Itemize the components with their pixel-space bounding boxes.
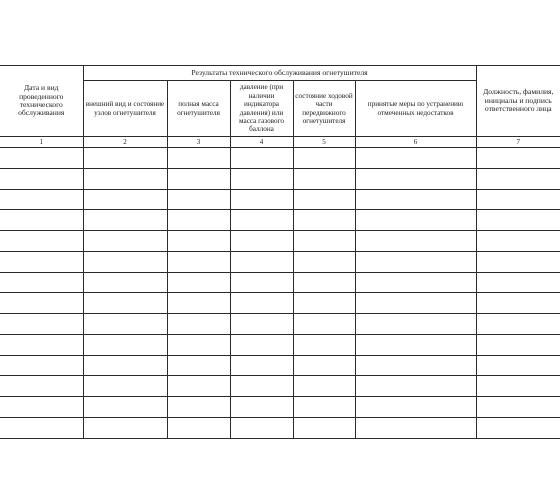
table-cell <box>230 231 293 252</box>
table-cell <box>476 189 560 210</box>
table-cell <box>0 293 83 314</box>
table-cell <box>0 189 83 210</box>
table-cell <box>355 168 476 189</box>
table-cell <box>355 334 476 355</box>
table-cell <box>230 314 293 335</box>
col-3-number: 3 <box>167 137 230 148</box>
table-row <box>0 417 560 438</box>
table-cell <box>167 272 230 293</box>
col-3-header: полная масса огнетушителя <box>167 81 230 137</box>
table-cell <box>476 148 560 169</box>
header-group-row <box>0 66 560 81</box>
table-cell <box>293 314 355 335</box>
table-cell <box>355 397 476 418</box>
table-row <box>0 334 560 355</box>
table-cell <box>476 417 560 438</box>
table-row <box>0 148 560 169</box>
table-cell <box>167 334 230 355</box>
table-row <box>0 376 560 397</box>
table-cell <box>355 148 476 169</box>
table-cell <box>167 355 230 376</box>
table-cell <box>355 355 476 376</box>
table-cell <box>0 314 83 335</box>
table-cell <box>476 293 560 314</box>
table-cell <box>230 417 293 438</box>
col-6-number: 6 <box>355 137 476 148</box>
table-cell <box>293 189 355 210</box>
table-cell <box>230 148 293 169</box>
table-row <box>0 168 560 189</box>
table-cell <box>476 168 560 189</box>
col-6-header: принятые меры по устранению отмеченных недостатков <box>355 81 476 137</box>
table-cell <box>355 417 476 438</box>
table-cell <box>476 272 560 293</box>
table-cell <box>230 397 293 418</box>
table-cell <box>0 397 83 418</box>
table-cell <box>355 314 476 335</box>
table-cell <box>293 231 355 252</box>
table-cell <box>293 272 355 293</box>
table-cell <box>0 251 83 272</box>
col-1-number: 1 <box>0 137 83 148</box>
table-cell <box>167 148 230 169</box>
column-number-row <box>0 137 560 148</box>
table-cell <box>476 231 560 252</box>
table-cell <box>476 334 560 355</box>
table-cell <box>355 231 476 252</box>
table-cell <box>230 251 293 272</box>
table-cell <box>83 293 167 314</box>
table-row <box>0 231 560 252</box>
col-1-header: Дата и вид проведенного технического обслуживания <box>0 66 83 137</box>
table-cell <box>0 148 83 169</box>
table-cell <box>167 397 230 418</box>
table-cell <box>83 148 167 169</box>
table-cell <box>167 314 230 335</box>
table-cell <box>0 417 83 438</box>
table-cell <box>83 210 167 231</box>
table-cell <box>230 376 293 397</box>
table-cell <box>476 397 560 418</box>
table-cell <box>83 168 167 189</box>
table-cell <box>167 417 230 438</box>
table-cell <box>167 376 230 397</box>
table-cell <box>293 210 355 231</box>
table-cell <box>83 397 167 418</box>
table-cell <box>83 355 167 376</box>
table-cell <box>293 355 355 376</box>
header-subcolumn-row <box>0 81 560 137</box>
table-cell <box>355 376 476 397</box>
table-cell <box>167 189 230 210</box>
table-cell <box>83 314 167 335</box>
log-body <box>0 148 560 439</box>
table-cell <box>355 210 476 231</box>
table-cell <box>293 334 355 355</box>
table-cell <box>476 376 560 397</box>
table-cell <box>476 314 560 335</box>
table-cell <box>230 210 293 231</box>
table-cell <box>83 272 167 293</box>
table-cell <box>167 251 230 272</box>
maintenance-log-table <box>0 65 560 439</box>
table-cell <box>230 355 293 376</box>
table-cell <box>0 334 83 355</box>
table-cell <box>476 355 560 376</box>
table-row <box>0 397 560 418</box>
table-cell <box>293 168 355 189</box>
table-cell <box>293 148 355 169</box>
table-row <box>0 314 560 335</box>
table-cell <box>293 376 355 397</box>
table-cell <box>355 293 476 314</box>
table-cell <box>83 334 167 355</box>
table-row <box>0 251 560 272</box>
table-cell <box>0 168 83 189</box>
maintenance-log-sheet <box>0 65 560 439</box>
table-cell <box>293 293 355 314</box>
table-cell <box>83 251 167 272</box>
col-5-number: 5 <box>293 137 355 148</box>
table-cell <box>83 189 167 210</box>
table-cell <box>0 376 83 397</box>
table-cell <box>0 355 83 376</box>
table-cell <box>0 210 83 231</box>
group-header-maintenance-results: Результаты технического обслуживания огнетушителя <box>83 66 476 81</box>
table-cell <box>230 272 293 293</box>
table-cell <box>0 231 83 252</box>
table-cell <box>230 168 293 189</box>
col-7-header: Должность, фамилия, инициалы и подпись ответственного лица <box>476 66 560 137</box>
table-cell <box>293 397 355 418</box>
table-row <box>0 293 560 314</box>
table-cell <box>476 210 560 231</box>
table-cell <box>167 231 230 252</box>
table-cell <box>476 251 560 272</box>
table-cell <box>0 272 83 293</box>
table-cell <box>293 251 355 272</box>
table-row <box>0 210 560 231</box>
table-cell <box>230 334 293 355</box>
table-row <box>0 272 560 293</box>
table-cell <box>355 251 476 272</box>
table-cell <box>83 417 167 438</box>
table-row <box>0 355 560 376</box>
table-cell <box>355 272 476 293</box>
col-4-header: давление (при наличии индикатора давления) или масса газового баллона <box>230 81 293 137</box>
table-cell <box>83 376 167 397</box>
col-5-header: состояние ходовой части передвижного огнетушителя <box>293 81 355 137</box>
table-row <box>0 189 560 210</box>
table-cell <box>167 210 230 231</box>
col-7-number: 7 <box>476 137 560 148</box>
col-2-number: 2 <box>83 137 167 148</box>
table-cell <box>167 168 230 189</box>
col-4-number: 4 <box>230 137 293 148</box>
table-cell <box>167 293 230 314</box>
table-cell <box>83 231 167 252</box>
table-cell <box>230 189 293 210</box>
table-cell <box>293 417 355 438</box>
table-cell <box>230 293 293 314</box>
table-cell <box>355 189 476 210</box>
col-2-header: внешний вид и состояние узлов огнетушителя <box>83 81 167 137</box>
